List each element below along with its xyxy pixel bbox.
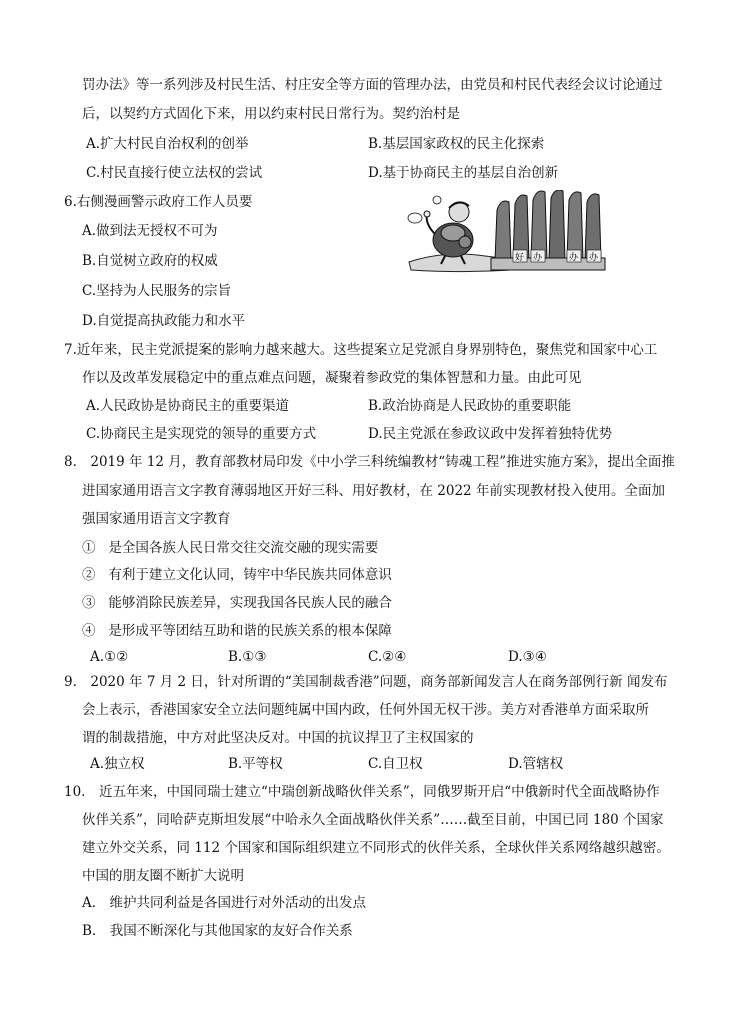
q8-item-1-num: ① [82,540,96,556]
q9-stem-line1: 9. 2020 年 7 月 2 日，针对所谓的“美国制裁香港”问题，商务部新闻发言人在商务部例行新 闻发布 [64,674,668,690]
q8-item-3 [82,594,392,612]
q8-stem-line1: 8. 2019 年 12 月，教育部教材局印发《中小学三科统编教材“铸魂工程”推进实施方案》，提出全面推 [64,454,675,470]
q8-item-3-text: 能够消除民族差异，实现我国各民族人民的融合 [108,595,392,611]
q6-option-a: A.做到法无授权不可为 [82,223,218,239]
q10-stem-line3: 建立外交关系，同 112 个国家和国际组织建立不同形式的伙伴关系，全球伙伴关系网络越织越密。 [82,840,670,856]
q10-option-b: B. 我国不断深化与其他国家的友好合作关系 [82,923,353,939]
q8-item-2-num: ② [82,567,96,583]
q8-option-b: B.①③ [228,649,267,665]
q8-option-d: D.③④ [508,649,547,665]
cartoon-sign-4: 办 [589,253,599,263]
q10-stem-line4: 中国的朋友圈不断扩大说明 [82,868,244,884]
q5-option-a: A.扩大村民自治权利的创举 [86,136,249,152]
q6-option-c: C.坚持为人民服务的宗旨 [82,283,232,299]
q5-stem-line2: 后，以契约方式固化下来，用以约束村民日常行为。契约治村是 [82,106,460,122]
q8-option-c: C.②④ [368,649,407,665]
q8-stem-line2: 进国家通用语言文字教育薄弱地区开好三科、用好教材，在 2022 年前实现教材投入使用。全面加 [82,483,665,499]
q9-option-b: B.平等权 [228,756,283,772]
q9-option-c: C.自卫权 [368,756,423,772]
q9-stem-line3: 谓的制裁措施，中方对此坚决反对。中国的抗议捍卫了主权国家的 [82,730,474,746]
cartoon-image [405,190,620,275]
q7-stem-line2: 作以及改革发展稳定中的重点难点问题，凝聚着参政党的集体智慧和力量。由此可见 [82,370,582,386]
q8-item-4-text: 是形成平等团结互助和谐的民族关系的根本保障 [108,623,392,639]
q5-stem-line1: 罚办法》等一系列涉及村民生活、村庄安全等方面的管理办法，由党员和村民代表经会议讨论通过 [82,77,663,93]
q6-option-b: B.自觉树立政府的权威 [82,253,218,269]
q5-option-d: D.基于协商民主的基层自治创新 [368,165,559,181]
q9-option-d: D.管辖权 [508,756,564,772]
q8-item-4-num: ④ [82,623,96,639]
q10-option-a: A. 维护共同利益是各国进行对外活动的出发点 [82,895,367,911]
q8-item-1 [82,539,378,557]
q10-stem-line2: 伙伴关系”，同哈萨克斯坦发展“中哈永久全面战略伙伴关系”……截至目前，中国已同 180 个国家 [82,812,664,828]
q9-stem-line2: 会上表示，香港国家安全立法问题纯属中国内政，任何外国无权干涉。美方对香港单方面采取所 [82,702,649,718]
q7-option-c: C.协商民主是实现党的领导的重要方式 [86,426,317,442]
q5-option-b: B.基层国家政权的民主化探索 [368,136,545,152]
q10-stem-line1: 10. 近五年来，中国同瑞士建立“中瑞创新战略伙伴关系”，同俄罗斯开启“中俄新时代全面战略协作 [64,784,660,800]
cartoon-sign-2: 办 [533,253,543,263]
q8-item-3-num: ③ [82,595,96,611]
q8-item-2-text: 有利于建立文化认同，铸牢中华民族共同体意识 [108,567,392,583]
q7-option-b: B.政治协商是人民政协的重要职能 [368,398,572,414]
q7-option-a: A.人民政协是协商民主的重要渠道 [86,398,290,414]
cartoon-sign-3: 办 [569,253,579,263]
q8-stem-line3: 强国家通用语言文字教育 [82,511,231,527]
q8-item-4 [82,622,392,640]
q7-option-d: D.民主党派在参政议政中发挥着独特优势 [368,426,613,442]
cartoon-sign-1: 好 [515,253,525,263]
q9-option-a: A.独立权 [90,756,145,772]
q7-stem-line1: 7.近年来，民主党派提案的影响力越来越大。这些提案立足党派自身界别特色，聚焦党和国家中心工 [64,342,658,358]
q6-option-d: D.自觉提高执政能力和水平 [82,313,246,329]
q8-item-1-text: 是全国各族人民日常交往交流交融的现实需要 [108,540,379,556]
q8-option-a: A.①② [90,649,129,665]
q5-option-c: C.村民直接行使立法权的尝试 [86,165,263,181]
q8-item-2 [82,566,392,584]
q6-stem: 6.右侧漫画警示政府工作人员要 [64,194,253,210]
